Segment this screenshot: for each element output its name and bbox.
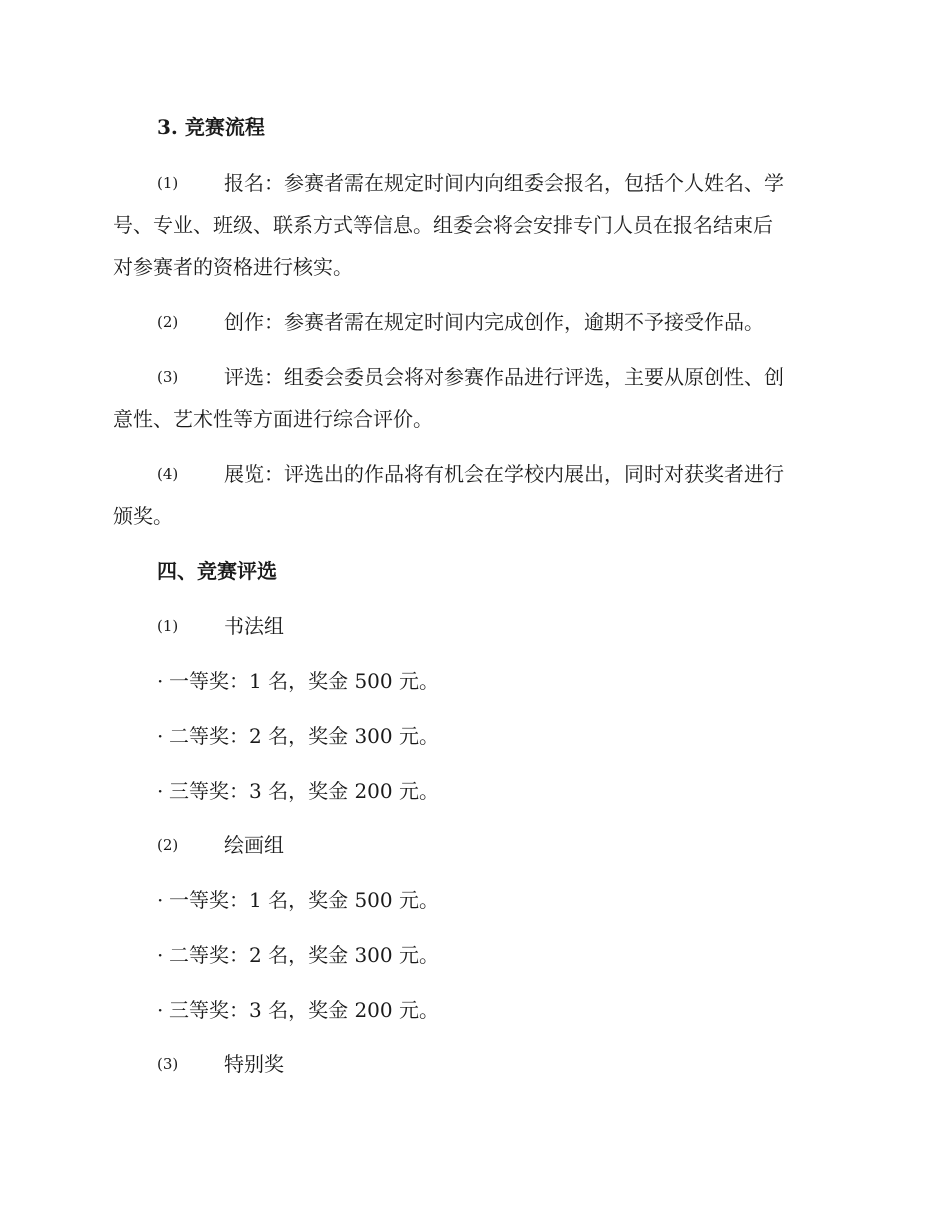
prize-text: 二等奖：2 名，奖金 300 元。 [169,724,439,748]
bullet-icon: · [157,724,164,748]
paragraph-line: 报名：参赛者需在规定时间内向组委会报名，包括个人姓名、学 [224,171,784,195]
list-marker: (1) [157,617,179,635]
prize-text: 三等奖：3 名，奖金 200 元。 [169,998,439,1022]
paragraph-line: 评选：组委会委员会将对参赛作品进行评选，主要从原创性、创 [224,365,784,389]
prize-item [157,941,439,969]
group-title-calligraphy: 书法组 [224,614,284,638]
prize-item [157,886,439,914]
bullet-icon: · [157,943,164,967]
group-title-special-prize: 特别奖 [224,1052,284,1076]
paragraph-line: 意性、艺术性等方面进行综合评价。 [113,407,433,431]
paragraph-line: 创作：参赛者需在规定时间内完成创作，逾期不予接受作品。 [224,310,764,334]
prize-text: 三等奖：3 名，奖金 200 元。 [169,779,439,803]
list-marker: (4) [157,465,179,483]
bullet-icon: · [157,669,164,693]
list-marker: (2) [157,836,179,854]
list-marker: (2) [157,313,179,331]
prize-item [157,722,439,750]
paragraph-line: 对参赛者的资格进行核实。 [113,255,353,279]
section-heading-competition-judging: 四、竞赛评选 [157,559,277,583]
prize-item [157,996,439,1024]
prize-item [157,777,439,805]
list-marker: (3) [157,368,179,386]
list-marker: (3) [157,1055,179,1073]
section-heading-competition-process: 3. 竞赛流程 [157,115,265,139]
prize-text: 一等奖：1 名，奖金 500 元。 [169,888,439,912]
paragraph-line: 颁奖。 [113,504,173,528]
prize-text: 二等奖：2 名，奖金 300 元。 [169,943,439,967]
group-title-painting: 绘画组 [224,833,284,857]
prize-item [157,667,439,695]
list-marker: (1) [157,174,179,192]
bullet-icon: · [157,998,164,1022]
paragraph-line: 号、专业、班级、联系方式等信息。组委会将会安排专门人员在报名结束后 [113,213,773,237]
prize-text: 一等奖：1 名，奖金 500 元。 [169,669,439,693]
bullet-icon: · [157,888,164,912]
paragraph-line: 展览：评选出的作品将有机会在学校内展出，同时对获奖者进行 [224,462,784,486]
bullet-icon: · [157,779,164,803]
